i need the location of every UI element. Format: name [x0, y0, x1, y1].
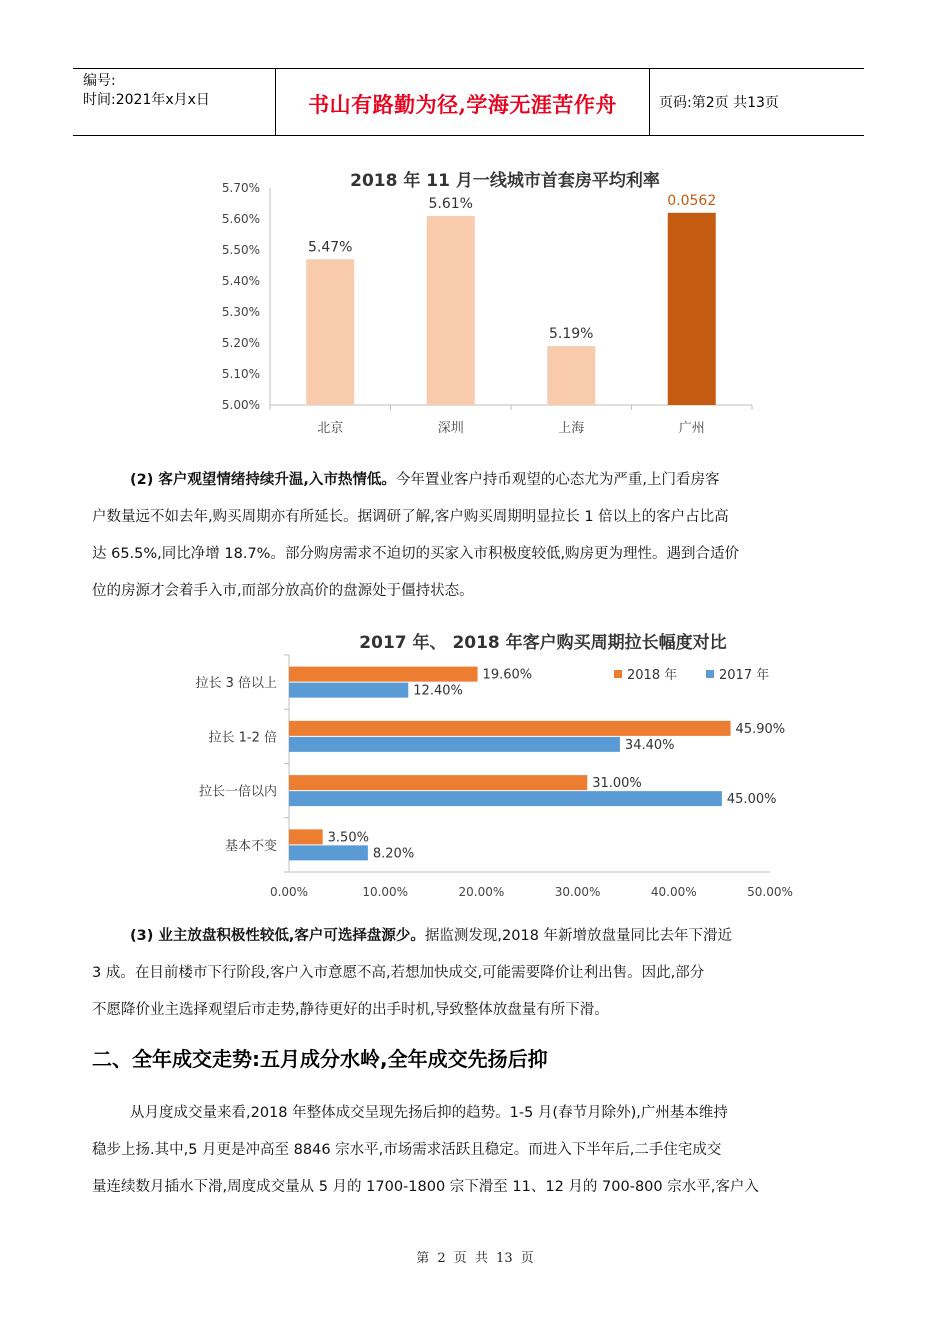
x-tick-label: 10.00% — [362, 885, 409, 899]
paragraph-heading: (2) 客户观望情绪持续升温,入市热情低。 — [130, 472, 396, 488]
bar — [289, 667, 478, 682]
bar-value-label: 34.40% — [624, 737, 675, 753]
x-tick-label: 30.00% — [554, 885, 601, 899]
chart-title: 2017 年、 2018 年客户购买周期拉长幅度对比 — [359, 633, 727, 653]
paragraph-line: 据监测发现,2018 年新增放盘量同比去年下滑近 — [424, 928, 733, 944]
rate-bar-chart — [180, 160, 780, 450]
document-number-label: 编号: — [83, 73, 116, 89]
bar-value-label: 45.90% — [735, 721, 786, 737]
paragraph-line: 不愿降价业主选择观望后市走势,静待更好的出手时机,导致整体放盘量有所下滑。 — [92, 1002, 609, 1018]
paragraph-line: 位的房源才会着手入市,而部分放高价的盘源处于僵持状态。 — [92, 583, 474, 599]
paragraph-customer-sentiment — [92, 462, 862, 610]
bar — [547, 346, 595, 405]
paragraph-line: 户数量远不如去年,购买周期亦有所延长。据调研了解,客户购买周期明显拉长 1 倍以上的客户占比高 — [92, 509, 729, 525]
paragraph-line: 3 成。在目前楼市下行阶段,客户入市意愿不高,若想加快成交,可能需要降价让利出售。因此,部分 — [92, 965, 705, 981]
paragraph-heading: (3) 业主放盘积极性较低,客户可选择盘源少。 — [130, 928, 425, 944]
bar-value-label: 5.19% — [549, 326, 594, 343]
y-tick-label: 5.50% — [221, 243, 260, 257]
x-tick-label: 北京 — [317, 421, 344, 436]
bar — [289, 721, 731, 736]
bar-value-label: 5.47% — [308, 239, 353, 256]
y-tick-label: 5.20% — [221, 336, 260, 350]
bar — [668, 213, 716, 405]
y-tick-label: 拉长 3 倍以上 — [195, 676, 277, 692]
bar-value-label: 12.40% — [413, 683, 463, 699]
paragraph-line: 达 65.5%,同比净增 18.7%。部分购房需求不迫切的买家入市积极度较低,购房更为理性。遇到合适价 — [92, 546, 740, 562]
paragraph-owner-listings — [92, 918, 862, 1029]
page-footer: 第 2 页 共 13 页 — [416, 1251, 534, 1266]
x-tick-label: 50.00% — [747, 885, 793, 899]
header-divider-right — [649, 68, 650, 136]
document-date: 时间:2021年x月x日 — [83, 92, 210, 108]
bar — [289, 737, 620, 752]
page-header — [73, 68, 864, 136]
paragraph-line: 量连续数月插水下滑,周度成交量从 5 月的 1700-1800 宗下滑至 11、12 月的 700-800 宗水平,客户入 — [92, 1179, 759, 1195]
purchase-cycle-bar-chart — [180, 622, 820, 904]
x-tick-label: 广州 — [678, 421, 705, 436]
y-tick-label: 拉长一倍以内 — [198, 784, 277, 800]
paragraph-line: 今年置业客户持币观望的心态尤为严重,上门看房客 — [395, 472, 720, 488]
y-tick-label: 5.10% — [221, 367, 260, 381]
header-motto: 书山有路勤为径,学海无涯苦作舟 — [308, 92, 617, 117]
y-tick-label: 5.30% — [221, 305, 260, 319]
bar-value-label: 19.60% — [482, 667, 533, 683]
bar — [306, 259, 354, 405]
bar-value-label: 0.0562 — [667, 192, 717, 209]
paragraph-annual-trend — [92, 1095, 862, 1206]
y-tick-label: 5.70% — [221, 181, 260, 195]
bar — [289, 683, 408, 698]
legend-swatch — [706, 670, 714, 678]
page-indicator: 页码:第2页 共13页 — [659, 95, 779, 111]
legend-label: 2017 年 — [719, 668, 770, 683]
bar-value-label: 8.20% — [372, 846, 415, 862]
x-tick-label: 深圳 — [437, 421, 464, 436]
header-top-border — [73, 68, 864, 69]
y-tick-label: 基本不变 — [224, 838, 277, 854]
bar — [427, 216, 475, 405]
legend-label: 2018 年 — [627, 668, 678, 683]
section-heading: 二、全年成交走势:五月成分水岭,全年成交先扬后抑 — [92, 1047, 548, 1071]
bar-value-label: 45.00% — [726, 792, 777, 808]
bar — [289, 791, 722, 806]
x-tick-label: 0.00% — [269, 885, 309, 899]
legend-swatch — [614, 670, 622, 678]
bar — [289, 845, 368, 860]
y-tick-label: 拉长 1-2 倍 — [208, 730, 277, 746]
bar — [289, 775, 587, 790]
paragraph-line: 稳步上扬.其中,5 月更是冲高至 8846 宗水平,市场需求活跃且稳定。而进入下半年后,二手住宅成交 — [92, 1142, 722, 1158]
bar-value-label: 3.50% — [327, 830, 369, 846]
bar-value-label: 5.61% — [428, 195, 473, 212]
bar-value-label: 31.00% — [592, 776, 642, 792]
x-tick-label: 20.00% — [458, 885, 505, 899]
header-bottom-border — [73, 135, 864, 136]
x-tick-label: 40.00% — [650, 885, 697, 899]
paragraph-line: 从月度成交量来看,2018 年整体成交呈现先扬后抑的趋势。1-5 月(春节月除外),广州基本维持 — [130, 1105, 728, 1121]
x-tick-label: 上海 — [558, 421, 585, 436]
y-tick-label: 5.00% — [221, 398, 260, 412]
y-tick-label: 5.60% — [221, 212, 260, 226]
chart-title: 2018 年 11 月一线城市首套房平均利率 — [350, 171, 660, 191]
y-tick-label: 5.40% — [221, 274, 260, 288]
bar — [289, 829, 323, 844]
